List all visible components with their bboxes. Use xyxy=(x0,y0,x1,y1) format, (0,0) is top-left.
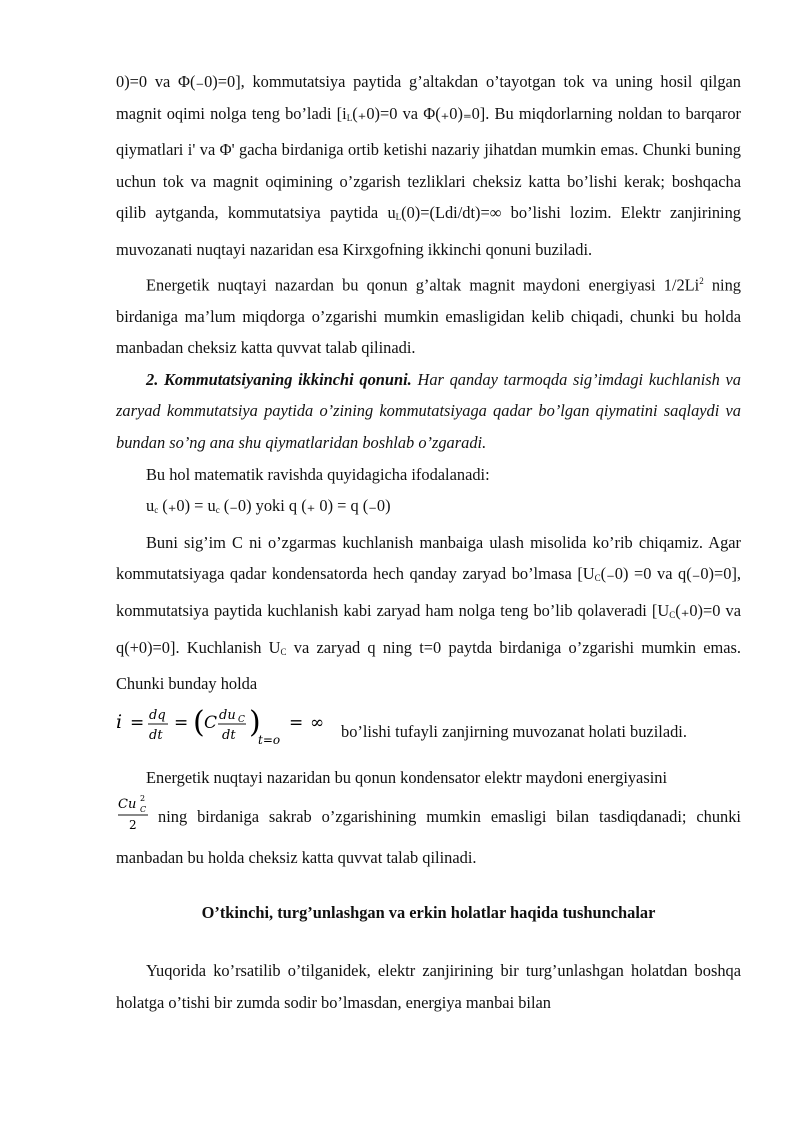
formula-eq1: = xyxy=(130,712,145,733)
paragraph-6: Buni sig’im C ni o’zgarmas kuchlanish manbaiga ulash misolida ko’rib chiqamiz. Agar kommutatsiyaga qadar kondensatorda hech qanday zaryad bo’lmasa [$U_C(_-0) =0$ va q(₋0)=0], kommutatsiya paytida kuchlanish kabi zaryad ham nolga teng bo’lib qolaveradi [$U_C(_+0)=0$ va q(+0)=0]. Kuchlanish $U_C$ va zaryad q ning t=0 paytda birdaniga o’zgarishi mumkin emas. Chunki bunday holda xyxy=(116,532,741,694)
energy-num: Cu xyxy=(118,797,137,813)
current-formula-line xyxy=(116,700,741,760)
formula-rparen: ) xyxy=(249,704,261,740)
paragraph-second-law: 2. Kommutatsiyaning ikkinchi qonuni. Har qanday tarmoqda sig’imdagi kuchlanish va zaryad kommutatsiya paytida o’zining kommutatsiyaga qadar bo’lgan qiymatini saqlaydi va bundan so’ng ana shu qiymatlaridan boshlab o’zgaradi. xyxy=(116,369,741,452)
formula-lparen: ( xyxy=(193,704,205,740)
formula-dt: dt xyxy=(149,727,163,743)
formula-eq3: = xyxy=(289,712,304,733)
formula-dq: dq xyxy=(149,707,166,723)
energy-den: 2 xyxy=(129,818,137,833)
section-heading: O’tkinchi, turg’unlashgan va erkin holatlar haqida tushunchalar xyxy=(201,903,656,923)
paragraph-2: Energetik nuqtayi nazardan bu qonun g’altak magnit maydoni energiyasi 1/2Li$^2$ ning birdaniga ma’lum miqdorga o’zgarishi mumkin emasligidan kelib chiqadi, chunki bu holda manbadan cheksiz katta quvvat talab qilinadi. xyxy=(116,275,741,358)
formula-condition: t=o xyxy=(258,732,281,747)
paragraph-8: Cu 2 C 2 ning birdaniga sakrab o’zgarishining mumkin emasligi bilan tasdiqdanadi; chunki manbadan bu holda cheksiz katta quvvat talab qilinadi. xyxy=(116,794,741,868)
paragraph-9: Yuqorida ko’rsatilib o’tilganidek, elektr zanjirining bir turg’unlashgan holatdan boshqa holatga o’tishi bir zumda sodir bo’lmasdan, energiya manbai bilan xyxy=(116,961,741,1012)
formula-i: i xyxy=(116,710,123,733)
formula-trailing-text: bo’lishi tufayli zanjirning muvozanat holati buziladi. xyxy=(341,721,687,741)
current-formula xyxy=(116,702,341,758)
energy-sup: 2 xyxy=(140,794,146,804)
energy-fraction xyxy=(116,793,152,843)
formula-du: du xyxy=(219,707,236,723)
formula-dt2: dt xyxy=(222,727,236,743)
formula-C: C xyxy=(204,712,218,733)
formula-infinity: ∞ xyxy=(310,712,325,733)
paragraph-4: Bu hol matematik ravishda quyidagicha ifodalanadi: xyxy=(146,464,490,484)
paragraph-equation-line: $u_c$ $(_+0) = u_c$ (₋0) yoki q (₊ 0) = q (₋0) xyxy=(146,496,391,516)
energy-sub: C xyxy=(140,805,147,815)
formula-du-sub: C xyxy=(238,714,245,725)
formula-eq2: = xyxy=(174,712,189,733)
energy-fraction-svg xyxy=(116,793,152,833)
paragraph-1: 0)=0 va Φ(₋0)=0], kommutatsiya paytida g’altakdan o’tayotgan tok va uning hosil qilgan magnit oqimi nolga teng bo’ladi [$i_L(_+0)=0$ va Φ(₊0)₌0]. Bu miqdorlarning noldan to barqaror qiymatlari i' va Φ' gacha birdaniga ortib ketishi nazariy jihatdan mumkin emas. Chunki buning uchun tok va magnit oqimining o’zgarish tezliklari cheksiz katta bo’lishi kerak; boshqacha qilib aytganda, kommutatsiya paytida $u_L(0)=(Ldi/dt)=\infty$ bo’lishi lozim. Elektr zanjirining muvozanati nuqtayi nazaridan esa Kirxgofning ikkinchi qonuni buziladi. xyxy=(116,72,742,259)
document-page xyxy=(116,66,741,1019)
paragraph-7: Energetik nuqtayi nazaridan bu qonun kondensator elektr maydoni energiyasini xyxy=(146,767,668,787)
